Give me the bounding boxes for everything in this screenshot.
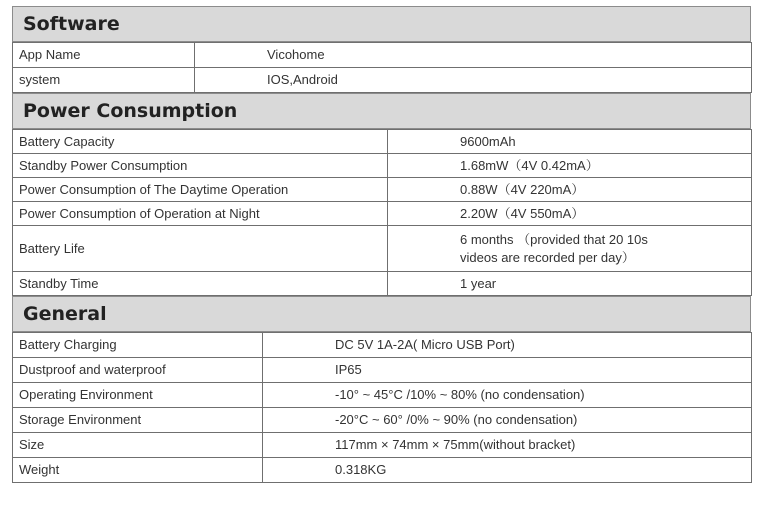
table-row bbox=[13, 226, 752, 272]
spec-label: Size bbox=[13, 433, 263, 458]
spec-label: Standby Time bbox=[13, 272, 388, 296]
spec-label: Battery Charging bbox=[13, 333, 263, 358]
spec-value: IOS,Android bbox=[195, 68, 752, 93]
table-row bbox=[13, 408, 752, 433]
spec-value: 0.88W（4V 220mA） bbox=[388, 178, 752, 202]
table-row bbox=[13, 154, 752, 178]
section-header-general: General bbox=[12, 296, 751, 332]
section-header-software: Software bbox=[12, 6, 751, 42]
table-row bbox=[13, 433, 752, 458]
spec-value: IP65 bbox=[263, 358, 752, 383]
spec-value: 0.318KG bbox=[263, 458, 752, 483]
spec-value: 9600mAh bbox=[388, 130, 752, 154]
spec-value: -20°C ~ 60° /0% ~ 90% (no condensation) bbox=[263, 408, 752, 433]
table-row bbox=[13, 202, 752, 226]
spec-value: 1.68mW（4V 0.42mA） bbox=[388, 154, 752, 178]
table-row bbox=[13, 272, 752, 296]
spec-value: 117mm × 74mm × 75mm(without bracket) bbox=[263, 433, 752, 458]
table-row bbox=[13, 333, 752, 358]
spec-label: Dustproof and waterproof bbox=[13, 358, 263, 383]
spec-label: Battery Capacity bbox=[13, 130, 388, 154]
software-table bbox=[12, 42, 752, 93]
spec-value: 6 months （provided that 20 10s videos are recorded per day） bbox=[388, 226, 752, 272]
spec-label: Power Consumption of Operation at Night bbox=[13, 202, 388, 226]
spec-label: Weight bbox=[13, 458, 263, 483]
spec-value: 2.20W（4V 550mA） bbox=[388, 202, 752, 226]
spec-label: Operating Environment bbox=[13, 383, 263, 408]
table-row bbox=[13, 458, 752, 483]
spec-value: Vicohome bbox=[195, 43, 752, 68]
spec-value: DC 5V 1A-2A( Micro USB Port) bbox=[263, 333, 752, 358]
power-table bbox=[12, 129, 752, 296]
table-row bbox=[13, 383, 752, 408]
table-row bbox=[13, 130, 752, 154]
spec-label: App Name bbox=[13, 43, 195, 68]
section-header-power-consumption: Power Consumption bbox=[12, 93, 751, 129]
spec-label: Standby Power Consumption bbox=[13, 154, 388, 178]
spec-sheet bbox=[12, 6, 751, 483]
table-row bbox=[13, 358, 752, 383]
table-row bbox=[13, 43, 752, 68]
spec-label: Storage Environment bbox=[13, 408, 263, 433]
table-row bbox=[13, 178, 752, 202]
spec-label: system bbox=[13, 68, 195, 93]
spec-label: Battery Life bbox=[13, 226, 388, 272]
spec-value: -10° ~ 45°C /10% ~ 80% (no condensation) bbox=[263, 383, 752, 408]
general-table bbox=[12, 332, 752, 483]
spec-label: Power Consumption of The Daytime Operation bbox=[13, 178, 388, 202]
spec-value: 1 year bbox=[388, 272, 752, 296]
table-row bbox=[13, 68, 752, 93]
